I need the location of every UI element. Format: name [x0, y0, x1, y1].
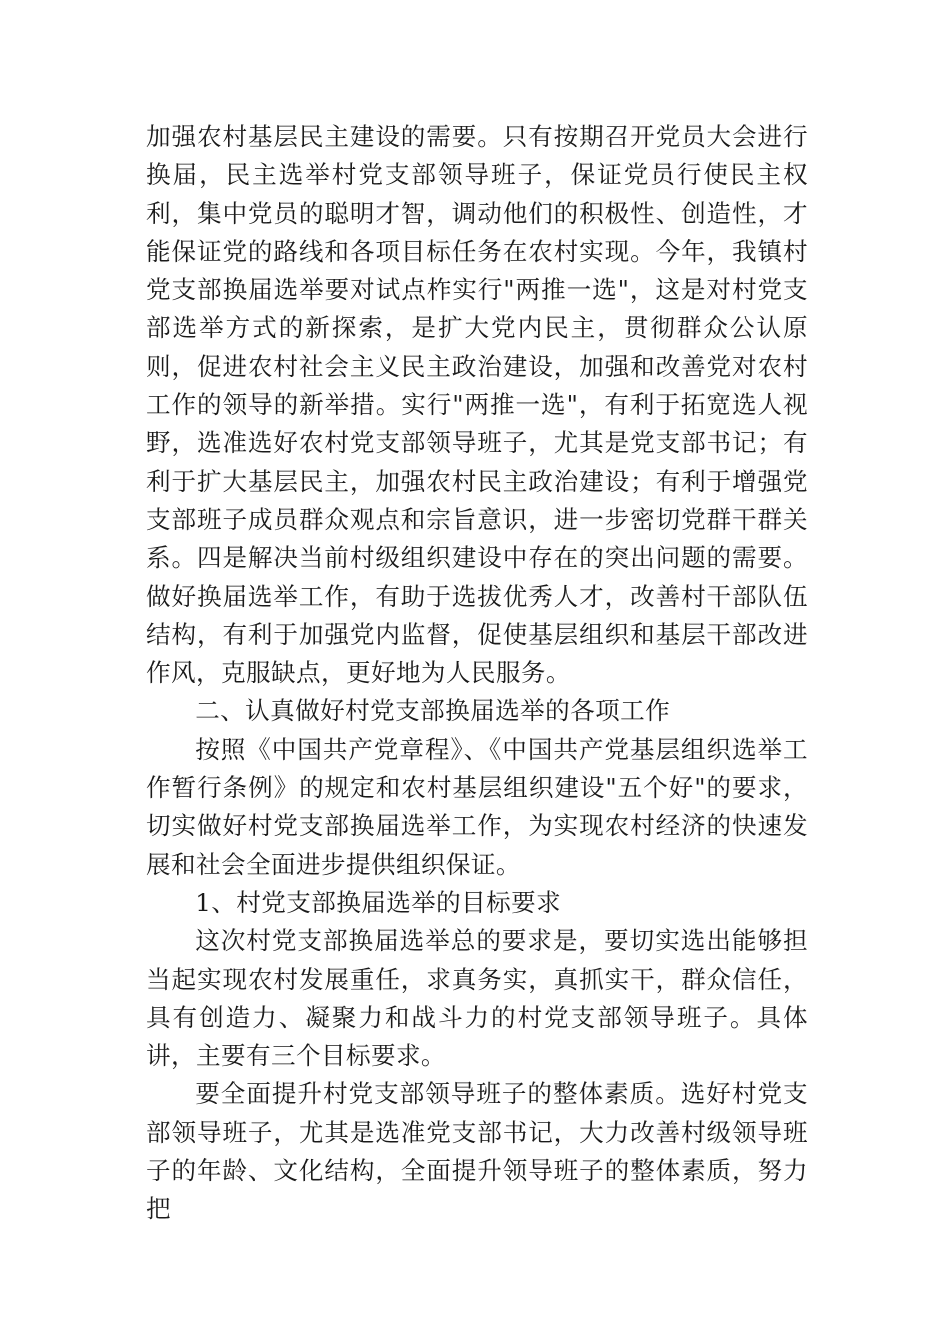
section-heading: 二、认真做好村党支部换届选举的各项工作 — [195, 696, 671, 726]
paragraph-continuation: 加强农村基层民主建设的需要。只有按期召开党员大会进行换届，民主选举村党支部领导班子，保证党员行使民主权利，集中党员的聪明才智，调动他们的积极性、创造性，才能保证党的路线和各项目标任务在农村实现。今年，我镇村党支部换届选举要对试点柞实行"两推一选"，这是对村党支部选举方式的新探索，是扩大党内民主，贯彻群众公认原则，促进农村社会主义民主政治建设，加强和改善党对农村工作的领导的新举措。实行"两推一选"，有利于拓宽选人视野，选准选好农村党支部领导班子，尤其是党支部书记；有利于扩大基层民主，加强农村民主政治建设；有利于增强党支部班子成员群众观点和宗旨意识，进一步密切党群干群关系。四是解决当前村级组织建设中存在的突出问题的需要。做好换届选举工作，有助于选拔优秀人才，改善村干部队伍结构，有利于加强党内监督，促使基层组织和基层干部改进作风，克服缺点，更好地为人民服务。 — [146, 122, 808, 688]
paragraph: 这次村党支部换届选举总的要求是，要切实选出能够担当起实现农村发展重任，求真务实，真抓实干，群众信任，具有创造力、凝聚力和战斗力的村党支部领导班子。具体讲，主要有三个目标要求。 — [146, 926, 808, 1071]
paragraph: 按照《中国共产党章程》、《中国共产党基层组织选举工作暂行条例》的规定和农村基层组织建设"五个好"的要求，切实做好村党支部换届选举工作，为实现农村经济的快速发展和社会全面进步提供组织保证。 — [146, 734, 808, 879]
paragraph: 要全面提升村党支部领导班子的整体素质。选好村党支部领导班子，尤其是选准党支部书记，大力改善村级领导班子的年龄、文化结构，全面提升领导班子的整体素质，努力把 — [146, 1079, 808, 1224]
subsection-heading: 1、村党支部换届选举的目标要求 — [195, 887, 562, 917]
document-body — [146, 118, 808, 1229]
